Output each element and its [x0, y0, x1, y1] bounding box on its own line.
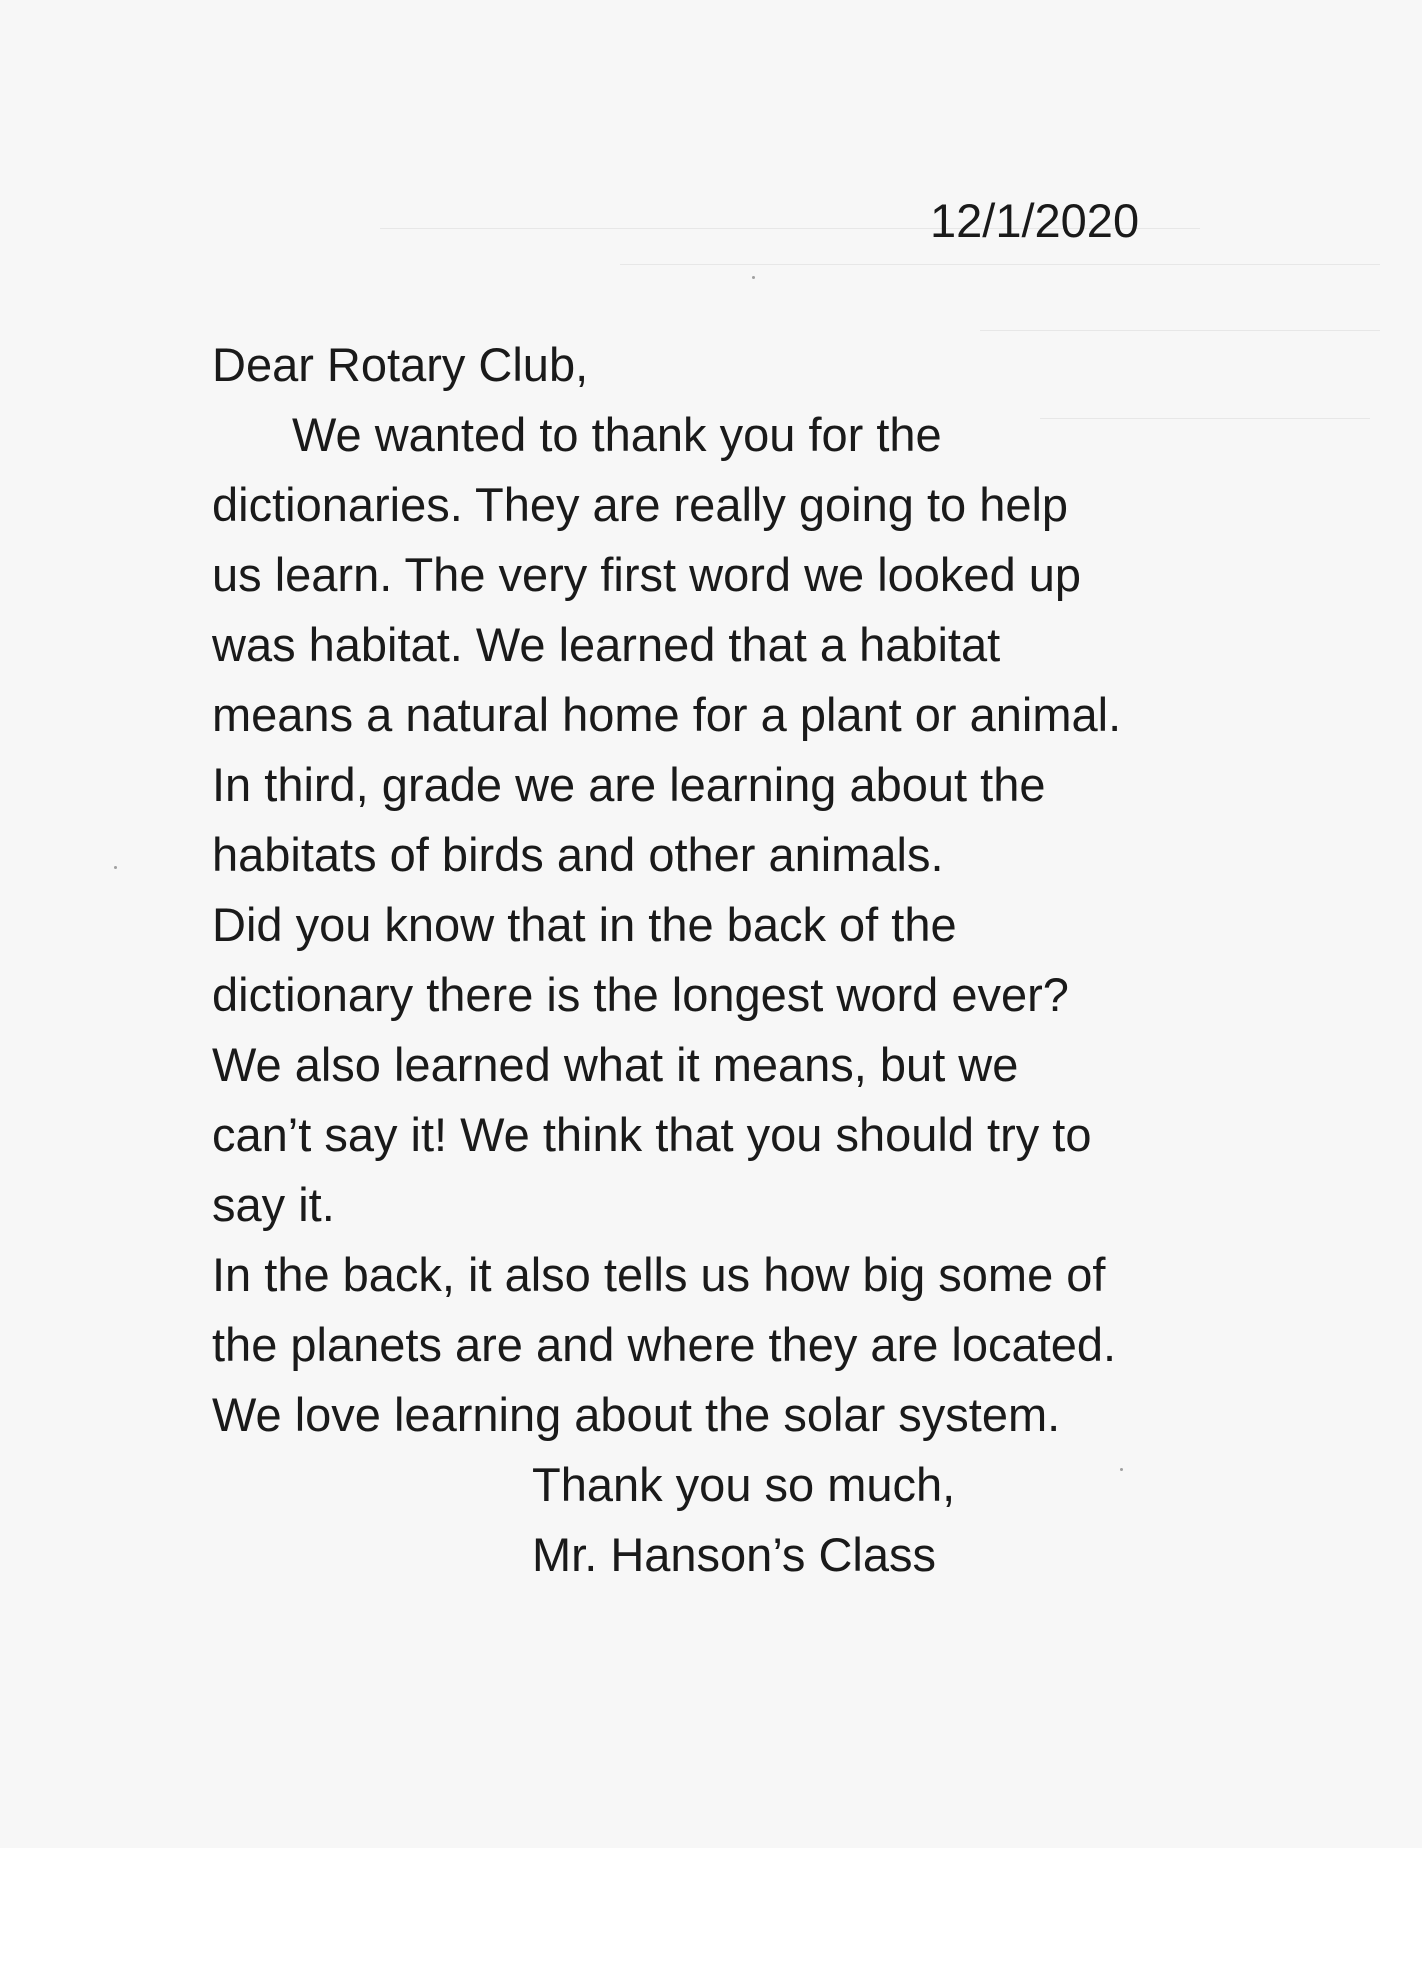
letter-line: We love learning about the solar system. — [212, 1388, 1061, 1441]
scan-speck — [1120, 1468, 1123, 1471]
page-margin-bottom — [0, 1848, 1422, 1980]
scan-speck — [114, 866, 117, 869]
letter-line: We wanted to thank you for the — [292, 408, 942, 461]
scan-artifact — [980, 330, 1380, 331]
letter-line: was habitat. We learned that a habitat — [212, 618, 1001, 671]
letter-body — [212, 400, 1312, 1450]
scan-artifact — [620, 264, 1380, 265]
letter-line: dictionary there is the longest word ever? — [212, 968, 1069, 1021]
scan-speck — [752, 276, 755, 279]
letter-line: We also learned what it means, but we — [212, 1038, 1019, 1091]
letter-line: habitats of birds and other animals. — [212, 828, 944, 881]
letter-date: 12/1/2020 — [930, 194, 1140, 247]
letter-closing-block — [532, 1450, 955, 1590]
letter-greeting: Dear Rotary Club, — [212, 338, 589, 391]
letter-line: can’t say it! We think that you should try to — [212, 1108, 1092, 1161]
letter-closing: Thank you so much, — [532, 1458, 956, 1511]
letter-line: Did you know that in the back of the — [212, 898, 957, 951]
letter-line: us learn. The very first word we looked up — [212, 548, 1082, 601]
letter-line: say it. — [212, 1178, 335, 1231]
letter-line: means a natural home for a plant or animal. — [212, 688, 1122, 741]
letter-line: In third, grade we are learning about the — [212, 758, 1046, 811]
letter-signature: Mr. Hanson’s Class — [532, 1528, 936, 1581]
letter-line: dictionaries. They are really going to help — [212, 478, 1069, 531]
letter-line: In the back, it also tells us how big some of — [212, 1248, 1106, 1301]
letter-line: the planets are and where they are located. — [212, 1318, 1117, 1371]
